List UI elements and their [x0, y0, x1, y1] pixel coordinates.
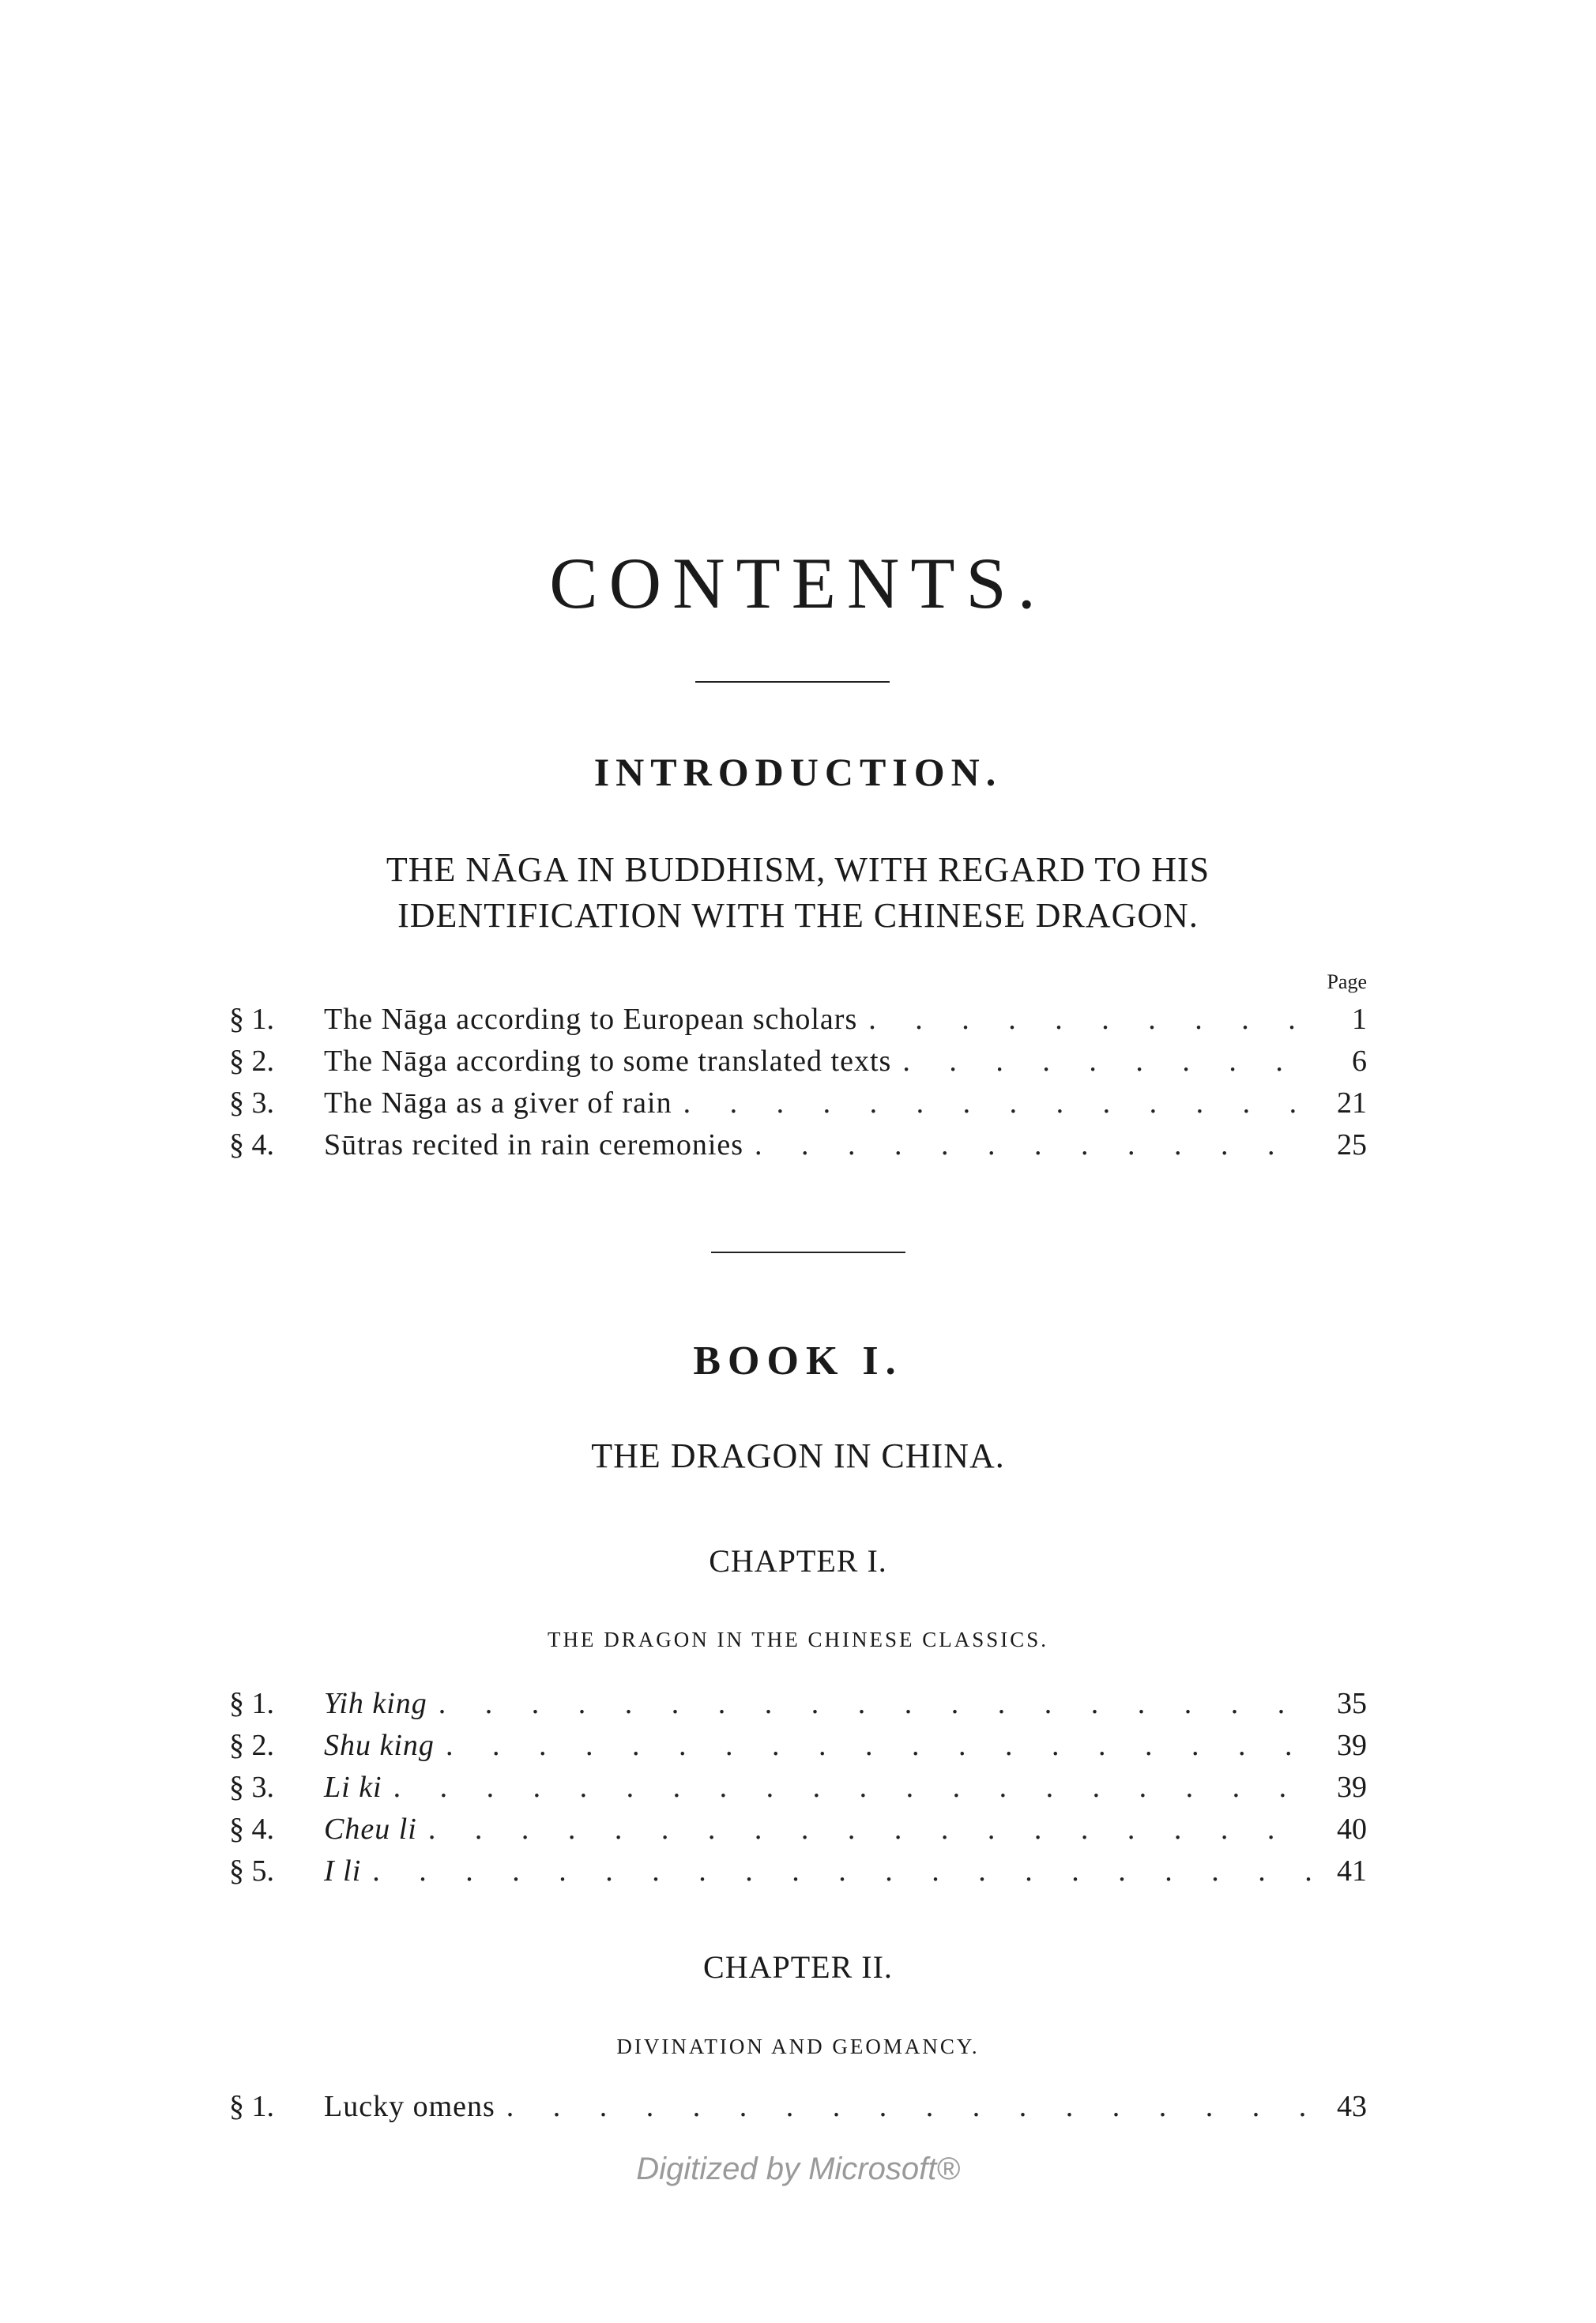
page-number: 39: [1337, 1771, 1367, 1804]
section-number: § 1.: [229, 1003, 274, 1036]
page-number: 40: [1337, 1813, 1367, 1846]
dot-leader: [683, 1086, 1312, 1120]
toc-row: [229, 1770, 1367, 1812]
section-title: Yih king: [324, 1687, 427, 1720]
page-number: 35: [1337, 1687, 1367, 1720]
book-heading: BOOK I.: [693, 1338, 903, 1384]
dot-leader: [372, 1854, 1312, 1888]
section-number: § 3.: [229, 1771, 274, 1804]
toc-row: [229, 1854, 1367, 1896]
page-number: 43: [1337, 2090, 1367, 2123]
section-number: § 2.: [229, 1729, 274, 1762]
introduction-subtitle-line1: THE NĀGA IN BUDDHISM, WITH REGARD TO HIS: [386, 850, 1210, 889]
chapter-2-toc: [229, 2089, 1367, 2131]
section-number: § 1.: [229, 1687, 274, 1720]
introduction-subtitle: [0, 847, 1596, 939]
toc-row: [229, 2089, 1367, 2131]
introduction-heading: INTRODUCTION.: [593, 750, 1003, 794]
section-title: I li: [324, 1854, 362, 1888]
section-title: The Nāga as a giver of rain: [324, 1086, 672, 1120]
introduction-toc: [229, 1002, 1367, 1169]
toc-row: [229, 1728, 1367, 1770]
dot-leader: [755, 1128, 1312, 1162]
toc-row: [229, 1044, 1367, 1086]
toc-row: [229, 1002, 1367, 1044]
section-title: Li ki: [324, 1771, 382, 1804]
section-title: Sūtras recited in rain ceremonies: [324, 1128, 744, 1162]
dot-leader: [868, 1002, 1312, 1037]
chapter-1-heading: CHAPTER I.: [709, 1543, 887, 1579]
chapter-1-subtitle: THE DRAGON IN THE CHINESE CLASSICS.: [547, 1628, 1049, 1651]
section-number: § 5.: [229, 1854, 274, 1888]
toc-row: [229, 1086, 1367, 1128]
book-subtitle: THE DRAGON IN CHINA.: [591, 1436, 1005, 1475]
section-number: § 2.: [229, 1045, 274, 1078]
section-title: Lucky omens: [324, 2090, 495, 2123]
dot-leader: [439, 1686, 1312, 1721]
toc-row: [229, 1686, 1367, 1728]
section-number: § 4.: [229, 1813, 274, 1846]
dot-leader: [428, 1812, 1312, 1847]
page-title: CONTENTS.: [549, 543, 1047, 623]
page-number: 6: [1352, 1045, 1367, 1078]
page-number: 25: [1337, 1128, 1367, 1162]
page-column-label: Page: [1327, 970, 1367, 993]
dot-leader: [902, 1044, 1312, 1079]
chapter-2-subtitle: DIVINATION AND GEOMANCY.: [616, 2035, 980, 2058]
section-title: The Nāga according to some translated texts: [324, 1045, 892, 1078]
page-number: 41: [1337, 1854, 1367, 1888]
divider-rule: [695, 681, 890, 683]
section-title: Cheu li: [324, 1813, 417, 1846]
dot-leader: [446, 1728, 1312, 1763]
section-title: Shu king: [324, 1729, 435, 1762]
page-number: 39: [1337, 1729, 1367, 1762]
section-number: § 4.: [229, 1128, 274, 1162]
introduction-subtitle-line2: IDENTIFICATION WITH THE CHINESE DRAGON.: [397, 896, 1199, 935]
section-number: § 1.: [229, 2090, 274, 2123]
toc-row: [229, 1812, 1367, 1854]
divider-rule: [711, 1252, 905, 1253]
toc-row: [229, 1128, 1367, 1169]
digitized-watermark: Digitized by Microsoft®: [636, 2152, 960, 2186]
page-number: 21: [1337, 1086, 1367, 1120]
section-title: The Nāga according to European scholars: [324, 1003, 858, 1036]
dot-leader: [393, 1770, 1312, 1805]
chapter-1-toc: [229, 1686, 1367, 1896]
section-number: § 3.: [229, 1086, 274, 1120]
chapter-2-heading: CHAPTER II.: [703, 1949, 893, 1985]
page-number: 1: [1352, 1003, 1367, 1036]
dot-leader: [506, 2089, 1312, 2124]
